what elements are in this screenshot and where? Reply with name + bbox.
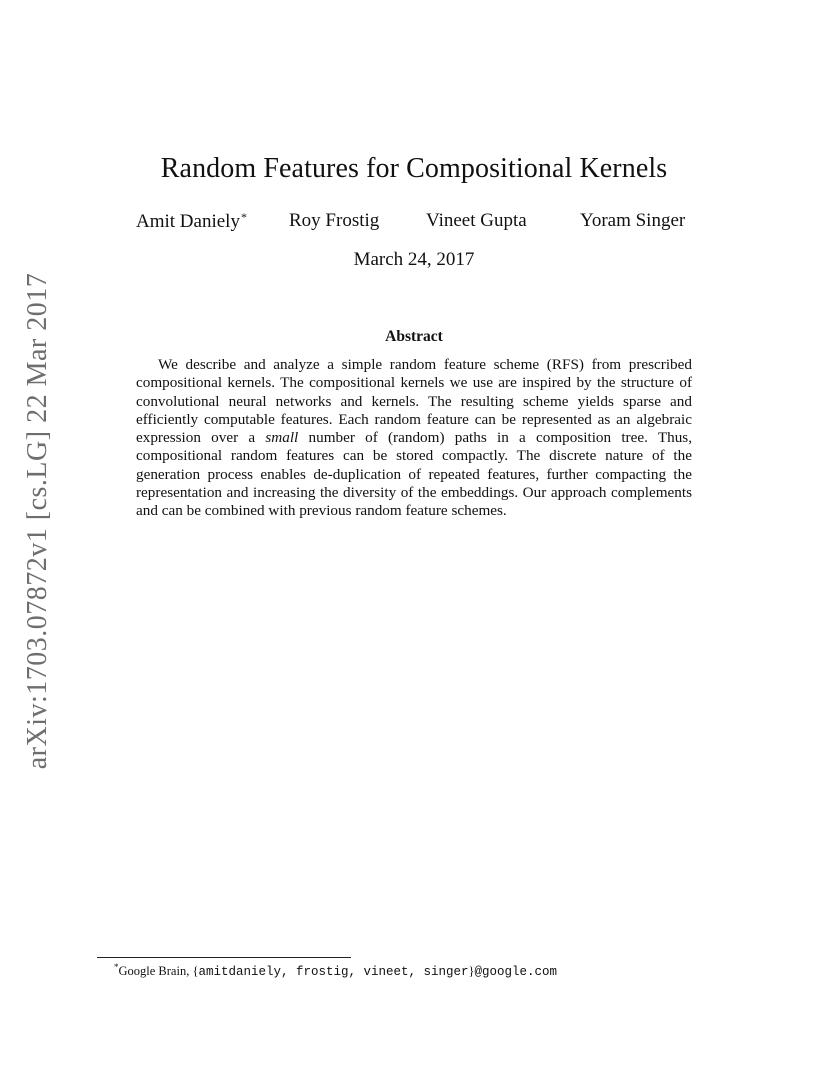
arxiv-identifier: arXiv:1703.07872v1 [cs.LG] 22 Mar 2017 [22,272,54,769]
arxiv-margin-stamp [18,272,58,769]
footnote [114,962,557,979]
abstract-emphasis: small [265,429,299,447]
footnote-emails: amitdaniely, frostig, vineet, singer [198,965,469,979]
abstract-body [136,356,692,521]
author-3-name: Vineet Gupta [426,210,527,231]
footnote-brace-close: } [468,964,475,978]
author-1 [136,210,247,233]
author-1-name: Amit Daniely [136,211,240,232]
author-1-footnote-mark: * [240,210,247,224]
footnote-rule [97,957,351,958]
author-4-name: Yoram Singer [580,210,686,231]
abstract-text-part-1: We describe and analyze a simple random feature scheme (RFS) from prescribed compositional kernels. The compositional kernels we use are inspired by the structure of convolutional neural networks and kernels. The resulting scheme yields sparse and efficiently computable features. Each random feature can be represented as an algebraic expression over a [136,356,692,447]
paper-title: Random Features for Compositional Kernels [160,153,668,184]
footnote-brace-open: { [192,964,199,978]
abstract-text-part-2: number of (random) paths in a composition tree. Thus, compositional random features can be stored compactly. The discrete nature of the generation process enables de-duplication of repeated features, further compacting the representation and increasing the diversity of the embeddings. Our approach complements and can be combined with previous random feature schemes. [136,429,692,520]
abstract-heading: Abstract [385,328,443,345]
author-2-name: Roy Frostig [289,210,380,231]
author-4 [580,210,685,232]
author-2 [289,210,379,232]
footnote-mark: * [114,962,119,972]
footnote-affiliation: Google Brain, [118,964,193,978]
publication-date: March 24, 2017 [353,249,475,270]
author-list [0,210,828,234]
footnote-email-domain: @google.com [474,965,558,979]
author-3 [426,210,527,232]
